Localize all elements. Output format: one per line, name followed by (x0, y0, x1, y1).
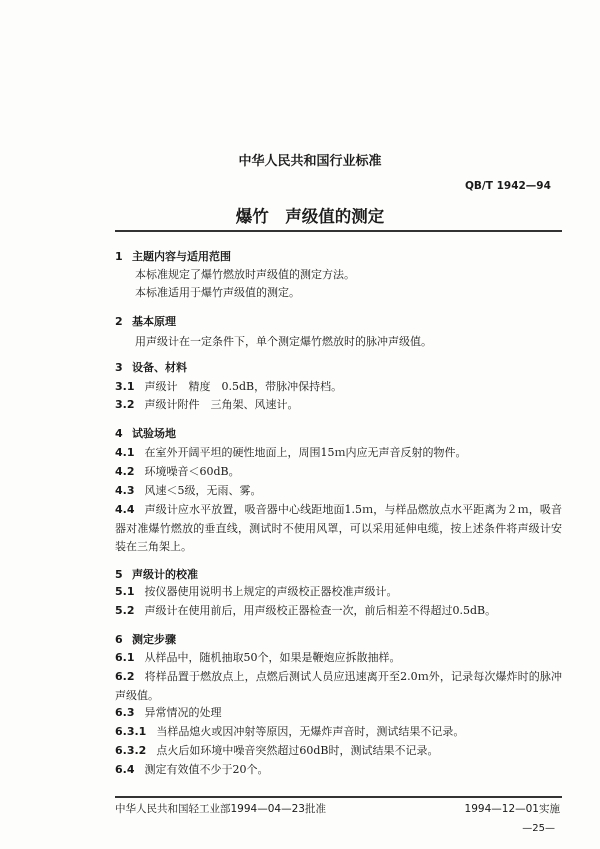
clause: 6.3.1 当样品熄火或因冲射等原因，无爆炸声音时，测试结果不记录。 (115, 725, 465, 738)
standard-code: QB/T 1942—94 (465, 180, 551, 192)
section-heading: 4 试验场地 (115, 427, 176, 440)
page-number: —25— (522, 823, 555, 834)
clause: 6.1 从样品中，随机抽取50个，如果是鞭炮应拆散抽样。 (115, 651, 401, 664)
clause: 4.3 风速＜5级，无雨、雾。 (115, 484, 262, 497)
clause: 6.3.2 点火后如环境中噪音突然超过60dB时，测试结果不记录。 (115, 744, 439, 757)
clause: 3.2 声级计附件 三角架、风速计。 (115, 398, 299, 411)
org-title: 中华人民共和国行业标准 (238, 154, 382, 169)
section-heading: 5 声级计的校准 (115, 568, 198, 581)
clause: 4.2 环境噪音＜60dB。 (115, 465, 240, 478)
section-heading: 6 测定步骤 (115, 633, 176, 646)
clause: 4.4 声级计应水平放置，吸音器中心线距地面1.5ｍ，与样品燃放点水平距离为２ｍ，吸音器对准爆竹燃放的垂直线，测试时不使用风罩，可以采用延伸电缆，按上述条件将声级计安装在三角架上。 (115, 503, 562, 553)
clause: 3.1 声级计 精度 0.5dB，带脉冲保持档。 (115, 380, 343, 393)
clause: 6.2 将样品置于燃放点上，点燃后测试人员应迅速离开至2.0ｍ外，记录每次爆炸时的脉冲声级值。 (115, 670, 562, 702)
clause: 5.2 声级计在使用前后，用声级校正器检查一次，前后相差不得超过0.5dB。 (115, 604, 497, 617)
approval-date: 中华人民共和国轻工业部1994—04—23批准 (115, 803, 326, 815)
paragraph: 本标准规定了爆竹燃放时声级值的测定方法。 (135, 268, 355, 281)
title-rule (115, 230, 562, 232)
section-heading: 3 设备、材料 (115, 361, 187, 374)
clause: 4.1 在室外开阔平坦的硬性地面上，周围15ｍ内应无声音反射的物件。 (115, 446, 467, 459)
section-heading: 1 主题内容与适用范围 (115, 250, 231, 263)
clause: 5.1 按仪器使用说明书上规定的声级校正器校准声级计。 (115, 585, 398, 598)
footer-rule (115, 796, 562, 798)
effective-date: 1994—12—01实施 (464, 803, 560, 815)
clause: 6.3 异常情况的处理 (115, 706, 222, 719)
section-heading: 2 基本原理 (115, 315, 176, 328)
paragraph: 本标准适用于爆竹声级值的测定。 (135, 286, 300, 299)
paragraph: 用声级计在一定条件下，单个测定爆竹燃放时的脉冲声级值。 (135, 335, 432, 348)
document-title: 爆竹 声级值的测定 (235, 207, 385, 226)
clause: 6.4 测定有效值不少于20个。 (115, 763, 269, 776)
